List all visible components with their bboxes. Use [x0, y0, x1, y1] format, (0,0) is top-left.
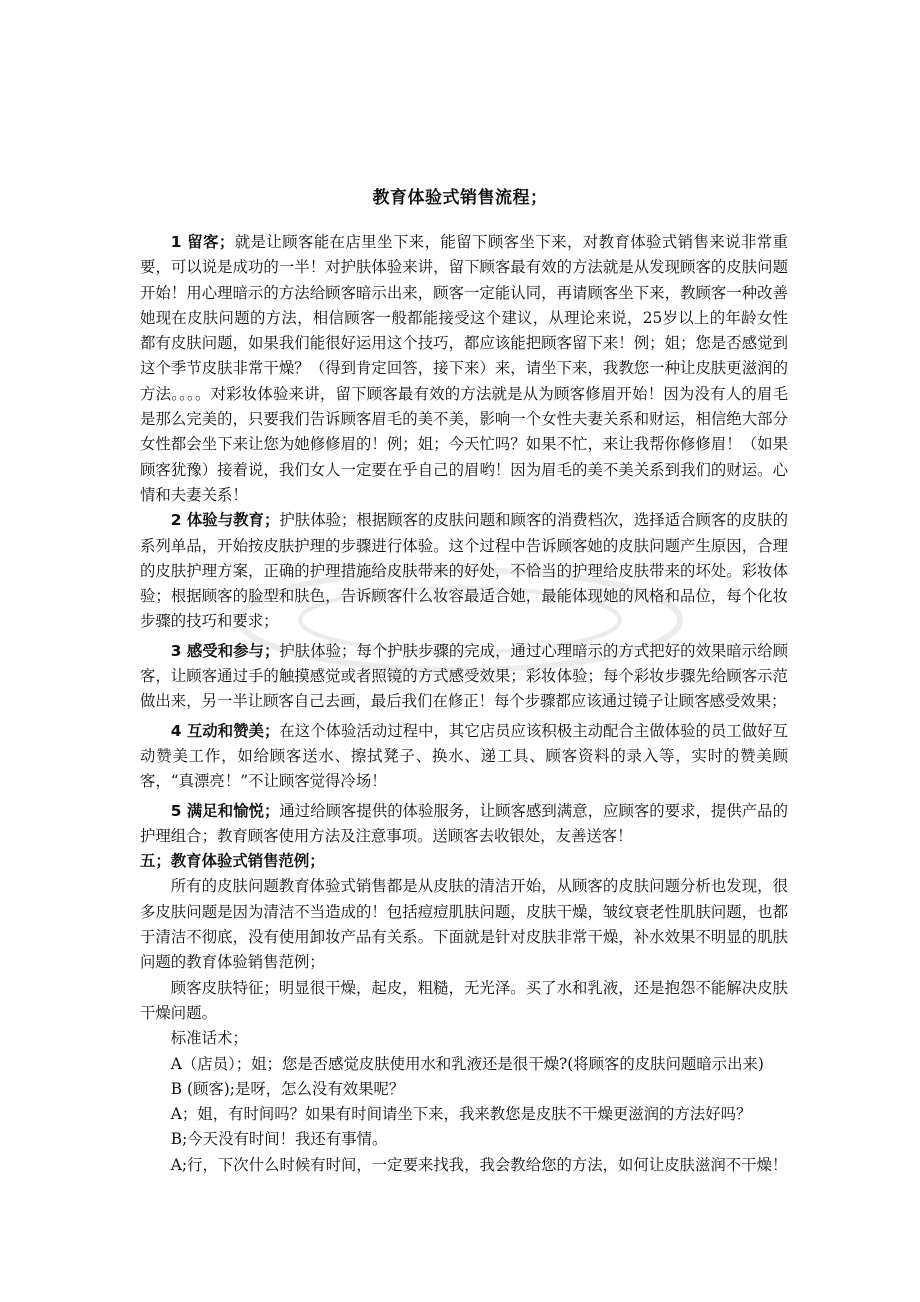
- step-1-label: 1 留客；: [170, 233, 235, 251]
- step-5-label: 5 满足和愉悦；: [170, 801, 280, 820]
- dialogue-line: A；姐，有时间吗？如果有时间请坐下来，我来教您是皮肤不干燥更滋润的方法好吗？: [170, 1105, 752, 1124]
- step-5-paragraph: [140, 799, 788, 850]
- step-2-label: 2 体验与教育；: [170, 511, 280, 530]
- step-5-text: 通过给顾客提供的体验服务，让顾客感到满意，应顾客的要求，提供产品的护理组合；教育顾客使用方法及注意事项。送顾客去收银处，友善送客！: [140, 801, 788, 845]
- step-1-paragraph: [140, 230, 788, 508]
- dialogue-line: B;今天没有时间！我还有事情。: [170, 1130, 388, 1149]
- dialogue-line: B (顾客);是呀，怎么没有效果呢？: [170, 1079, 405, 1098]
- document-body: [140, 230, 788, 1178]
- step-3-text: 护肤体验；每个护肤步骤的完成，通过心理暗示的方式把好的效果暗示给顾客，让顾客通过手的触摸感觉或者照镜的方式感受效果；彩妆体验；每个彩妆步骤先给顾客示范做出来，另一半让顾客自己去画，最后我们在修正！每个步骤都应该通过镜子让顾客感受效果；: [140, 641, 788, 711]
- dialogue-line: A;行，下次什么时候有时间，一定要来找我，我会教给您的方法，如何让皮肤滋润不干燥！: [170, 1155, 788, 1174]
- step-2-paragraph: [140, 508, 788, 634]
- step-3-paragraph: [140, 639, 788, 715]
- section-paragraph: 顾客皮肤特征；明显很干燥，起皮，粗糙，无光泽。买了水和乳液，还是抱怨不能解决皮肤干燥问题。: [140, 978, 788, 1022]
- step-4-text: 在这个体验活动过程中，其它店员应该积极主动配合主做体验的员工做好互动赞美工作，如给顾客送水、擦拭凳子、换水、递工具、顾客资料的录入等，实时的赞美顾客，“真漂亮！”不让顾客觉得冷场！: [140, 721, 788, 791]
- section-heading: [140, 849, 788, 874]
- section-paragraph: 标准话术；: [170, 1029, 248, 1048]
- step-1-text: 就是让顾客能在店里坐下来，能留下顾客坐下来，对教育体验式销售来说非常重要，可以说是成功的一半！对护肤体验来讲，留下顾客最有效的方法就是从发现顾客的皮肤问题开始！用心理暗示的方法给顾客暗示出来，顾客一定能认同，再请顾客坐下来，教顾客一种改善她现在皮肤问题的方法，相信顾客一般都能接受这个建议，从理论来说，25岁以上的年龄女性都有皮肤问题，如果我们能很好运用这个技巧，都应该能把顾客留下来！例；姐；您是否感觉到这个季节皮肤非常干燥？（得到肯定回答，接下来）来，请坐下来，我教您一种让皮肤更滋润的方法。。。。对彩妆体验来讲，留下顾客最有效的方法就是从为顾客修眉开始！因为没有人的眉毛是那么完美的，只要我们告诉顾客眉毛的美不美，影响一个女性夫妻关系和财运，相信绝大部分女性都会坐下来让您为她修修眉的！例；姐；今天忙吗？如果不忙，来让我帮你修修眉！（如果顾客犹豫）接着说，我们女人一定要在乎自己的眉哟！因为眉毛的美不美关系到我们的财运。心情和夫妻关系！: [140, 233, 788, 504]
- section-heading-text: 五；教育体验式销售范例；: [140, 852, 325, 871]
- step-2-text: 护肤体验；根据顾客的皮肤问题和顾客的消费档次，选择适合顾客的皮肤的系列单品，开始按皮肤护理的步骤进行体验。这个过程中告诉顾客她的皮肤问题产生原因，合理的皮肤护理方案，正确的护理措施给皮肤带来的好处，不恰当的护理给皮肤带来的坏处。彩妆体验；根据顾客的脸型和肤色，告诉顾客什么妆容最适合她，最能体现她的风格和品位，每个化妆步骤的技巧和要求；: [140, 511, 788, 631]
- step-4-paragraph: [140, 719, 788, 795]
- dialogue-line: A（店员）；姐；您是否感觉皮肤使用水和乳液还是很干燥?(将顾客的皮肤问题暗示出来): [170, 1054, 764, 1073]
- document-title: 教育体验式销售流程；: [372, 188, 548, 208]
- step-3-label: 3 感受和参与；: [170, 641, 280, 660]
- step-4-label: 4 互动和赞美；: [170, 721, 280, 740]
- section-paragraph: 所有的皮肤问题教育体验式销售都是从皮肤的清洁开始，从顾客的皮肤问题分析也发现，很多皮肤问题是因为清洁不当造成的！包括痘痘肌肤问题，皮肤干燥，皱纹衰老性肌肤问题，也都于清洁不彻底，没有使用卸妆产品有关系。下面就是针对皮肤非常干燥，补水效果不明显的肌肤问题的教育体验销售范例；: [140, 877, 788, 972]
